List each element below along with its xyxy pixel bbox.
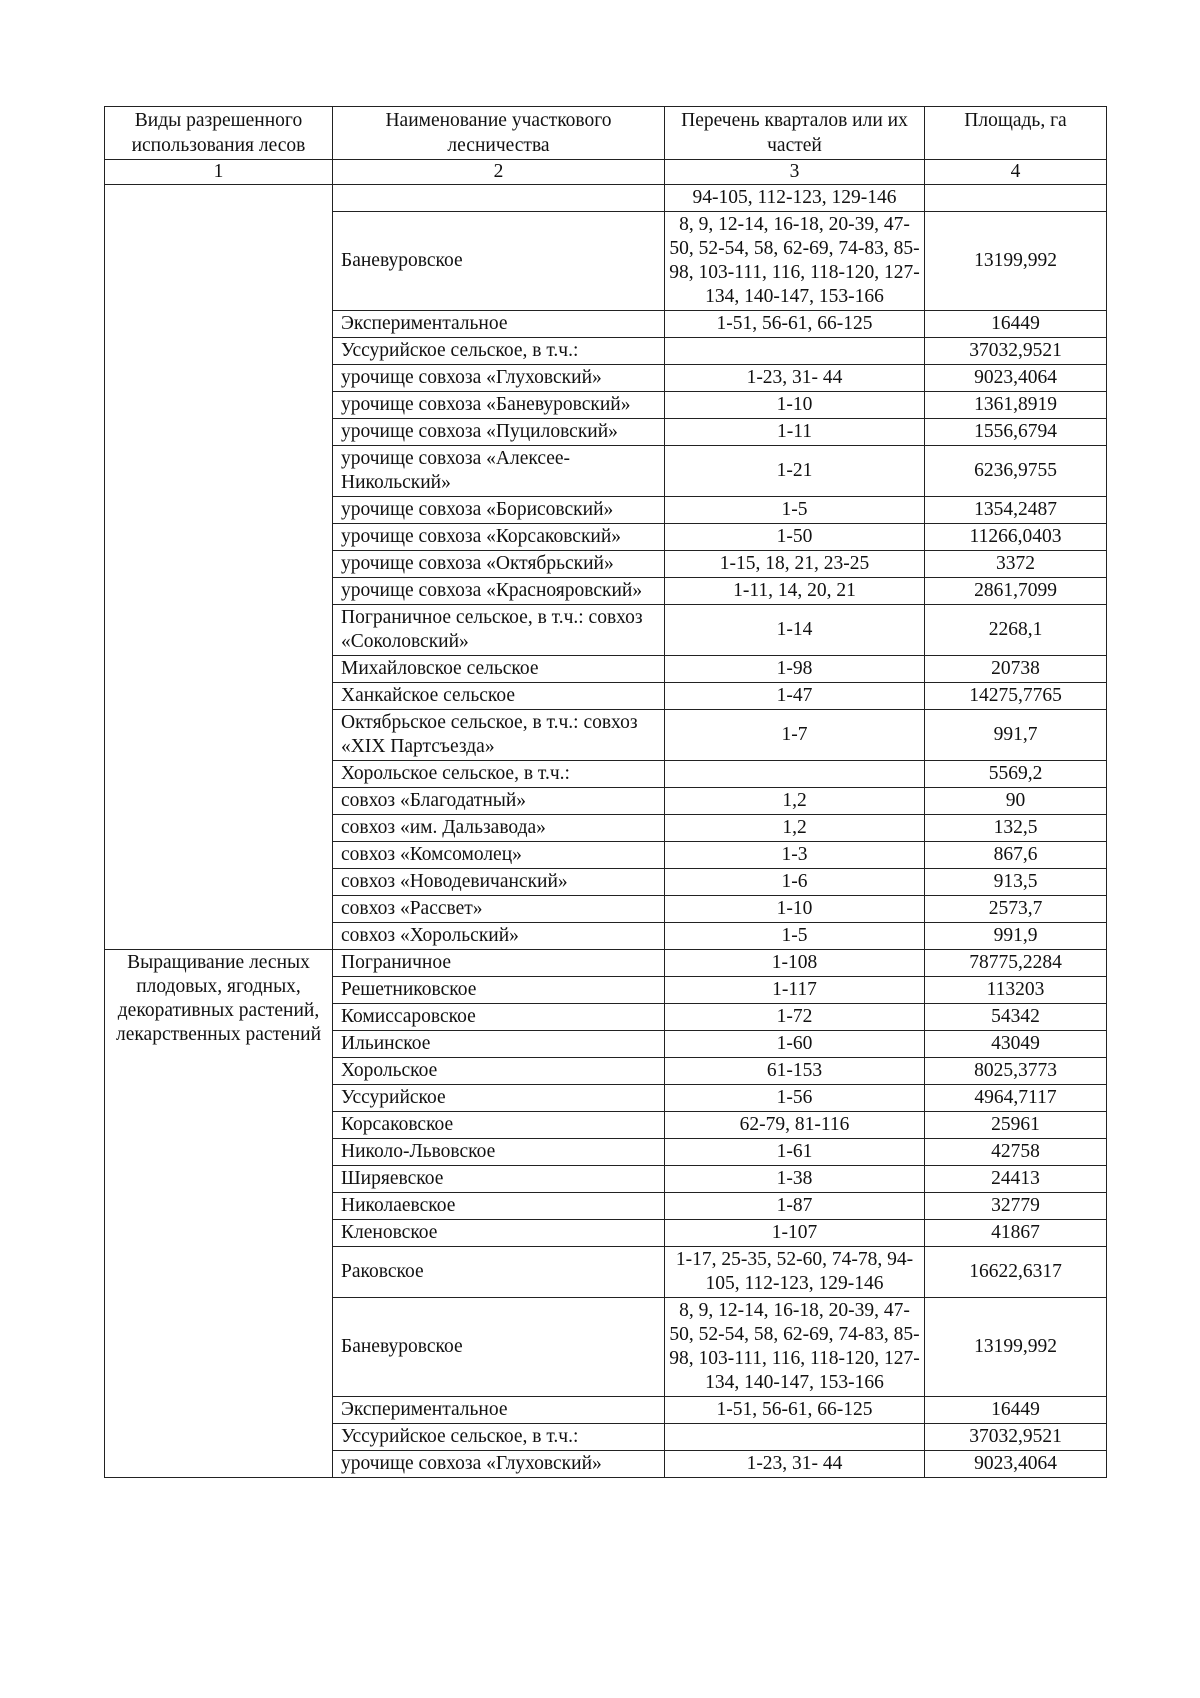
use-type-cell: Выращивание лесных плодовых, ягодных, декоративных растений, лекарственных растений <box>105 950 333 1478</box>
forestry-name-cell: урочище совхоза «Глуховский» <box>333 365 665 392</box>
quarters-cell: 1-15, 18, 21, 23-25 <box>665 551 925 578</box>
area-cell: 3372 <box>925 551 1107 578</box>
quarters-cell <box>665 338 925 365</box>
forestry-name-cell: совхоз «Благодатный» <box>333 788 665 815</box>
area-cell: 25961 <box>925 1112 1107 1139</box>
area-cell: 41867 <box>925 1220 1107 1247</box>
area-cell: 37032,9521 <box>925 338 1107 365</box>
column-number: 4 <box>925 160 1107 185</box>
column-number: 2 <box>333 160 665 185</box>
forestry-name-cell: урочище совхоза «Пуциловский» <box>333 419 665 446</box>
quarters-cell: 1-23, 31- 44 <box>665 1451 925 1478</box>
forestry-name-cell: Михайловское сельское <box>333 656 665 683</box>
area-cell: 24413 <box>925 1166 1107 1193</box>
quarters-cell: 1-10 <box>665 392 925 419</box>
quarters-cell: 94-105, 112-123, 129-146 <box>665 185 925 212</box>
area-cell: 78775,2284 <box>925 950 1107 977</box>
area-cell: 13199,992 <box>925 212 1107 311</box>
table-body <box>105 107 1107 1478</box>
forestry-name-cell: урочище совхоза «Баневуровский» <box>333 392 665 419</box>
area-cell: 867,6 <box>925 842 1107 869</box>
header-use-type: Виды разрешенного использования лесов <box>105 107 333 160</box>
quarters-cell: 1-21 <box>665 446 925 497</box>
quarters-cell <box>665 1424 925 1451</box>
quarters-cell: 1-10 <box>665 896 925 923</box>
quarters-cell: 1-3 <box>665 842 925 869</box>
forestry-name-cell: Экспериментальное <box>333 1397 665 1424</box>
quarters-cell: 1-107 <box>665 1220 925 1247</box>
area-cell: 113203 <box>925 977 1107 1004</box>
forestry-name-cell: урочище совхоза «Алексее-Никольский» <box>333 446 665 497</box>
quarters-cell: 1-6 <box>665 869 925 896</box>
area-cell: 90 <box>925 788 1107 815</box>
forestry-name-cell: Комиссаровское <box>333 1004 665 1031</box>
forestry-name-cell: Баневуровское <box>333 1298 665 1397</box>
forestry-name-cell: Ильинское <box>333 1031 665 1058</box>
quarters-cell: 1-117 <box>665 977 925 1004</box>
quarters-cell: 1-11, 14, 20, 21 <box>665 578 925 605</box>
forestry-name-cell: Пограничное сельское, в т.ч.: совхоз «Соколовский» <box>333 605 665 656</box>
area-cell: 16622,6317 <box>925 1247 1107 1298</box>
forestry-name-cell: Уссурийское сельское, в т.ч.: <box>333 1424 665 1451</box>
quarters-cell: 8, 9, 12-14, 16-18, 20-39, 47-50, 52-54, 58, 62-69, 74-83, 85-98, 103-111, 116, 118-120, 127-134, 140-147, 153-166 <box>665 212 925 311</box>
quarters-cell: 8, 9, 12-14, 16-18, 20-39, 47-50, 52-54, 58, 62-69, 74-83, 85-98, 103-111, 116, 118-120, 127-134, 140-147, 153-166 <box>665 1298 925 1397</box>
forestry-name-cell: Уссурийское сельское, в т.ч.: <box>333 338 665 365</box>
quarters-cell: 1-61 <box>665 1139 925 1166</box>
forestry-name-cell: урочище совхоза «Глуховский» <box>333 1451 665 1478</box>
quarters-cell: 1-38 <box>665 1166 925 1193</box>
header-forestry-name: Наименование участкового лесничества <box>333 107 665 160</box>
area-cell: 13199,992 <box>925 1298 1107 1397</box>
forestry-name-cell: совхоз «им. Дальзавода» <box>333 815 665 842</box>
area-cell: 20738 <box>925 656 1107 683</box>
area-cell: 9023,4064 <box>925 1451 1107 1478</box>
area-cell: 43049 <box>925 1031 1107 1058</box>
area-cell: 991,9 <box>925 923 1107 950</box>
quarters-cell: 1-60 <box>665 1031 925 1058</box>
area-cell: 1556,6794 <box>925 419 1107 446</box>
forestry-name-cell: Уссурийское <box>333 1085 665 1112</box>
area-cell: 16449 <box>925 1397 1107 1424</box>
quarters-cell: 62-79, 81-116 <box>665 1112 925 1139</box>
header-quarters: Перечень кварталов или их частей <box>665 107 925 160</box>
quarters-cell: 1-98 <box>665 656 925 683</box>
area-cell: 913,5 <box>925 869 1107 896</box>
forestry-name-cell: Экспериментальное <box>333 311 665 338</box>
forestry-name-cell: урочище совхоза «Борисовский» <box>333 497 665 524</box>
forestry-name-cell: урочище совхоза «Октябрьский» <box>333 551 665 578</box>
area-cell: 14275,7765 <box>925 683 1107 710</box>
quarters-cell: 1-17, 25-35, 52-60, 74-78, 94-105, 112-123, 129-146 <box>665 1247 925 1298</box>
table-row <box>105 950 1107 977</box>
quarters-cell: 1,2 <box>665 788 925 815</box>
forestry-name-cell: Ханкайское сельское <box>333 683 665 710</box>
forestry-name-cell: совхоз «Хорольский» <box>333 923 665 950</box>
quarters-cell: 1-51, 56-61, 66-125 <box>665 1397 925 1424</box>
quarters-cell: 1-56 <box>665 1085 925 1112</box>
area-cell <box>925 185 1107 212</box>
area-cell: 4964,7117 <box>925 1085 1107 1112</box>
forestry-name-cell: Решетниковское <box>333 977 665 1004</box>
forestry-name-cell: Николаевское <box>333 1193 665 1220</box>
use-type-cell-continued <box>105 185 333 950</box>
area-cell: 132,5 <box>925 815 1107 842</box>
area-cell: 1354,2487 <box>925 497 1107 524</box>
area-cell: 6236,9755 <box>925 446 1107 497</box>
area-cell: 991,7 <box>925 710 1107 761</box>
area-cell: 11266,0403 <box>925 524 1107 551</box>
quarters-cell: 1-47 <box>665 683 925 710</box>
forestry-name-cell: Октябрьское сельское, в т.ч.: совхоз «XIX Партсъезда» <box>333 710 665 761</box>
area-cell: 37032,9521 <box>925 1424 1107 1451</box>
forestry-name-cell: Пограничное <box>333 950 665 977</box>
forestry-name-cell: Хорольское <box>333 1058 665 1085</box>
quarters-cell: 1-14 <box>665 605 925 656</box>
forestry-name-cell: совхоз «Рассвет» <box>333 896 665 923</box>
area-cell: 2861,7099 <box>925 578 1107 605</box>
forestry-name-cell: Ширяевское <box>333 1166 665 1193</box>
quarters-cell: 1-23, 31- 44 <box>665 365 925 392</box>
area-cell: 1361,8919 <box>925 392 1107 419</box>
column-number: 1 <box>105 160 333 185</box>
quarters-cell <box>665 761 925 788</box>
column-number-row <box>105 160 1107 185</box>
table-row <box>105 185 1107 212</box>
area-cell: 2268,1 <box>925 605 1107 656</box>
forestry-name-cell: урочище совхоза «Корсаковский» <box>333 524 665 551</box>
quarters-cell: 1-72 <box>665 1004 925 1031</box>
quarters-cell: 1-5 <box>665 923 925 950</box>
area-cell: 2573,7 <box>925 896 1107 923</box>
forestry-name-cell: Николо-Львовское <box>333 1139 665 1166</box>
area-cell: 54342 <box>925 1004 1107 1031</box>
forestry-name-cell: совхоз «Новодевичанский» <box>333 869 665 896</box>
header-area: Площадь, га <box>925 107 1107 160</box>
forestry-name-cell: Раковское <box>333 1247 665 1298</box>
quarters-cell: 61-153 <box>665 1058 925 1085</box>
area-cell: 9023,4064 <box>925 365 1107 392</box>
area-cell: 32779 <box>925 1193 1107 1220</box>
quarters-cell: 1-5 <box>665 497 925 524</box>
forestry-name-cell: Хорольское сельское, в т.ч.: <box>333 761 665 788</box>
quarters-cell: 1,2 <box>665 815 925 842</box>
forestry-name-cell: Корсаковское <box>333 1112 665 1139</box>
quarters-cell: 1-87 <box>665 1193 925 1220</box>
forest-use-table <box>104 106 1107 1478</box>
forestry-name-cell <box>333 185 665 212</box>
header-row <box>105 107 1107 160</box>
area-cell: 16449 <box>925 311 1107 338</box>
quarters-cell: 1-51, 56-61, 66-125 <box>665 311 925 338</box>
forestry-name-cell: Баневуровское <box>333 212 665 311</box>
quarters-cell: 1-108 <box>665 950 925 977</box>
area-cell: 8025,3773 <box>925 1058 1107 1085</box>
forestry-name-cell: Кленовское <box>333 1220 665 1247</box>
quarters-cell: 1-11 <box>665 419 925 446</box>
quarters-cell: 1-7 <box>665 710 925 761</box>
quarters-cell: 1-50 <box>665 524 925 551</box>
forestry-name-cell: совхоз «Комсомолец» <box>333 842 665 869</box>
area-cell: 42758 <box>925 1139 1107 1166</box>
forestry-name-cell: урочище совхоза «Краснояровский» <box>333 578 665 605</box>
area-cell: 5569,2 <box>925 761 1107 788</box>
column-number: 3 <box>665 160 925 185</box>
